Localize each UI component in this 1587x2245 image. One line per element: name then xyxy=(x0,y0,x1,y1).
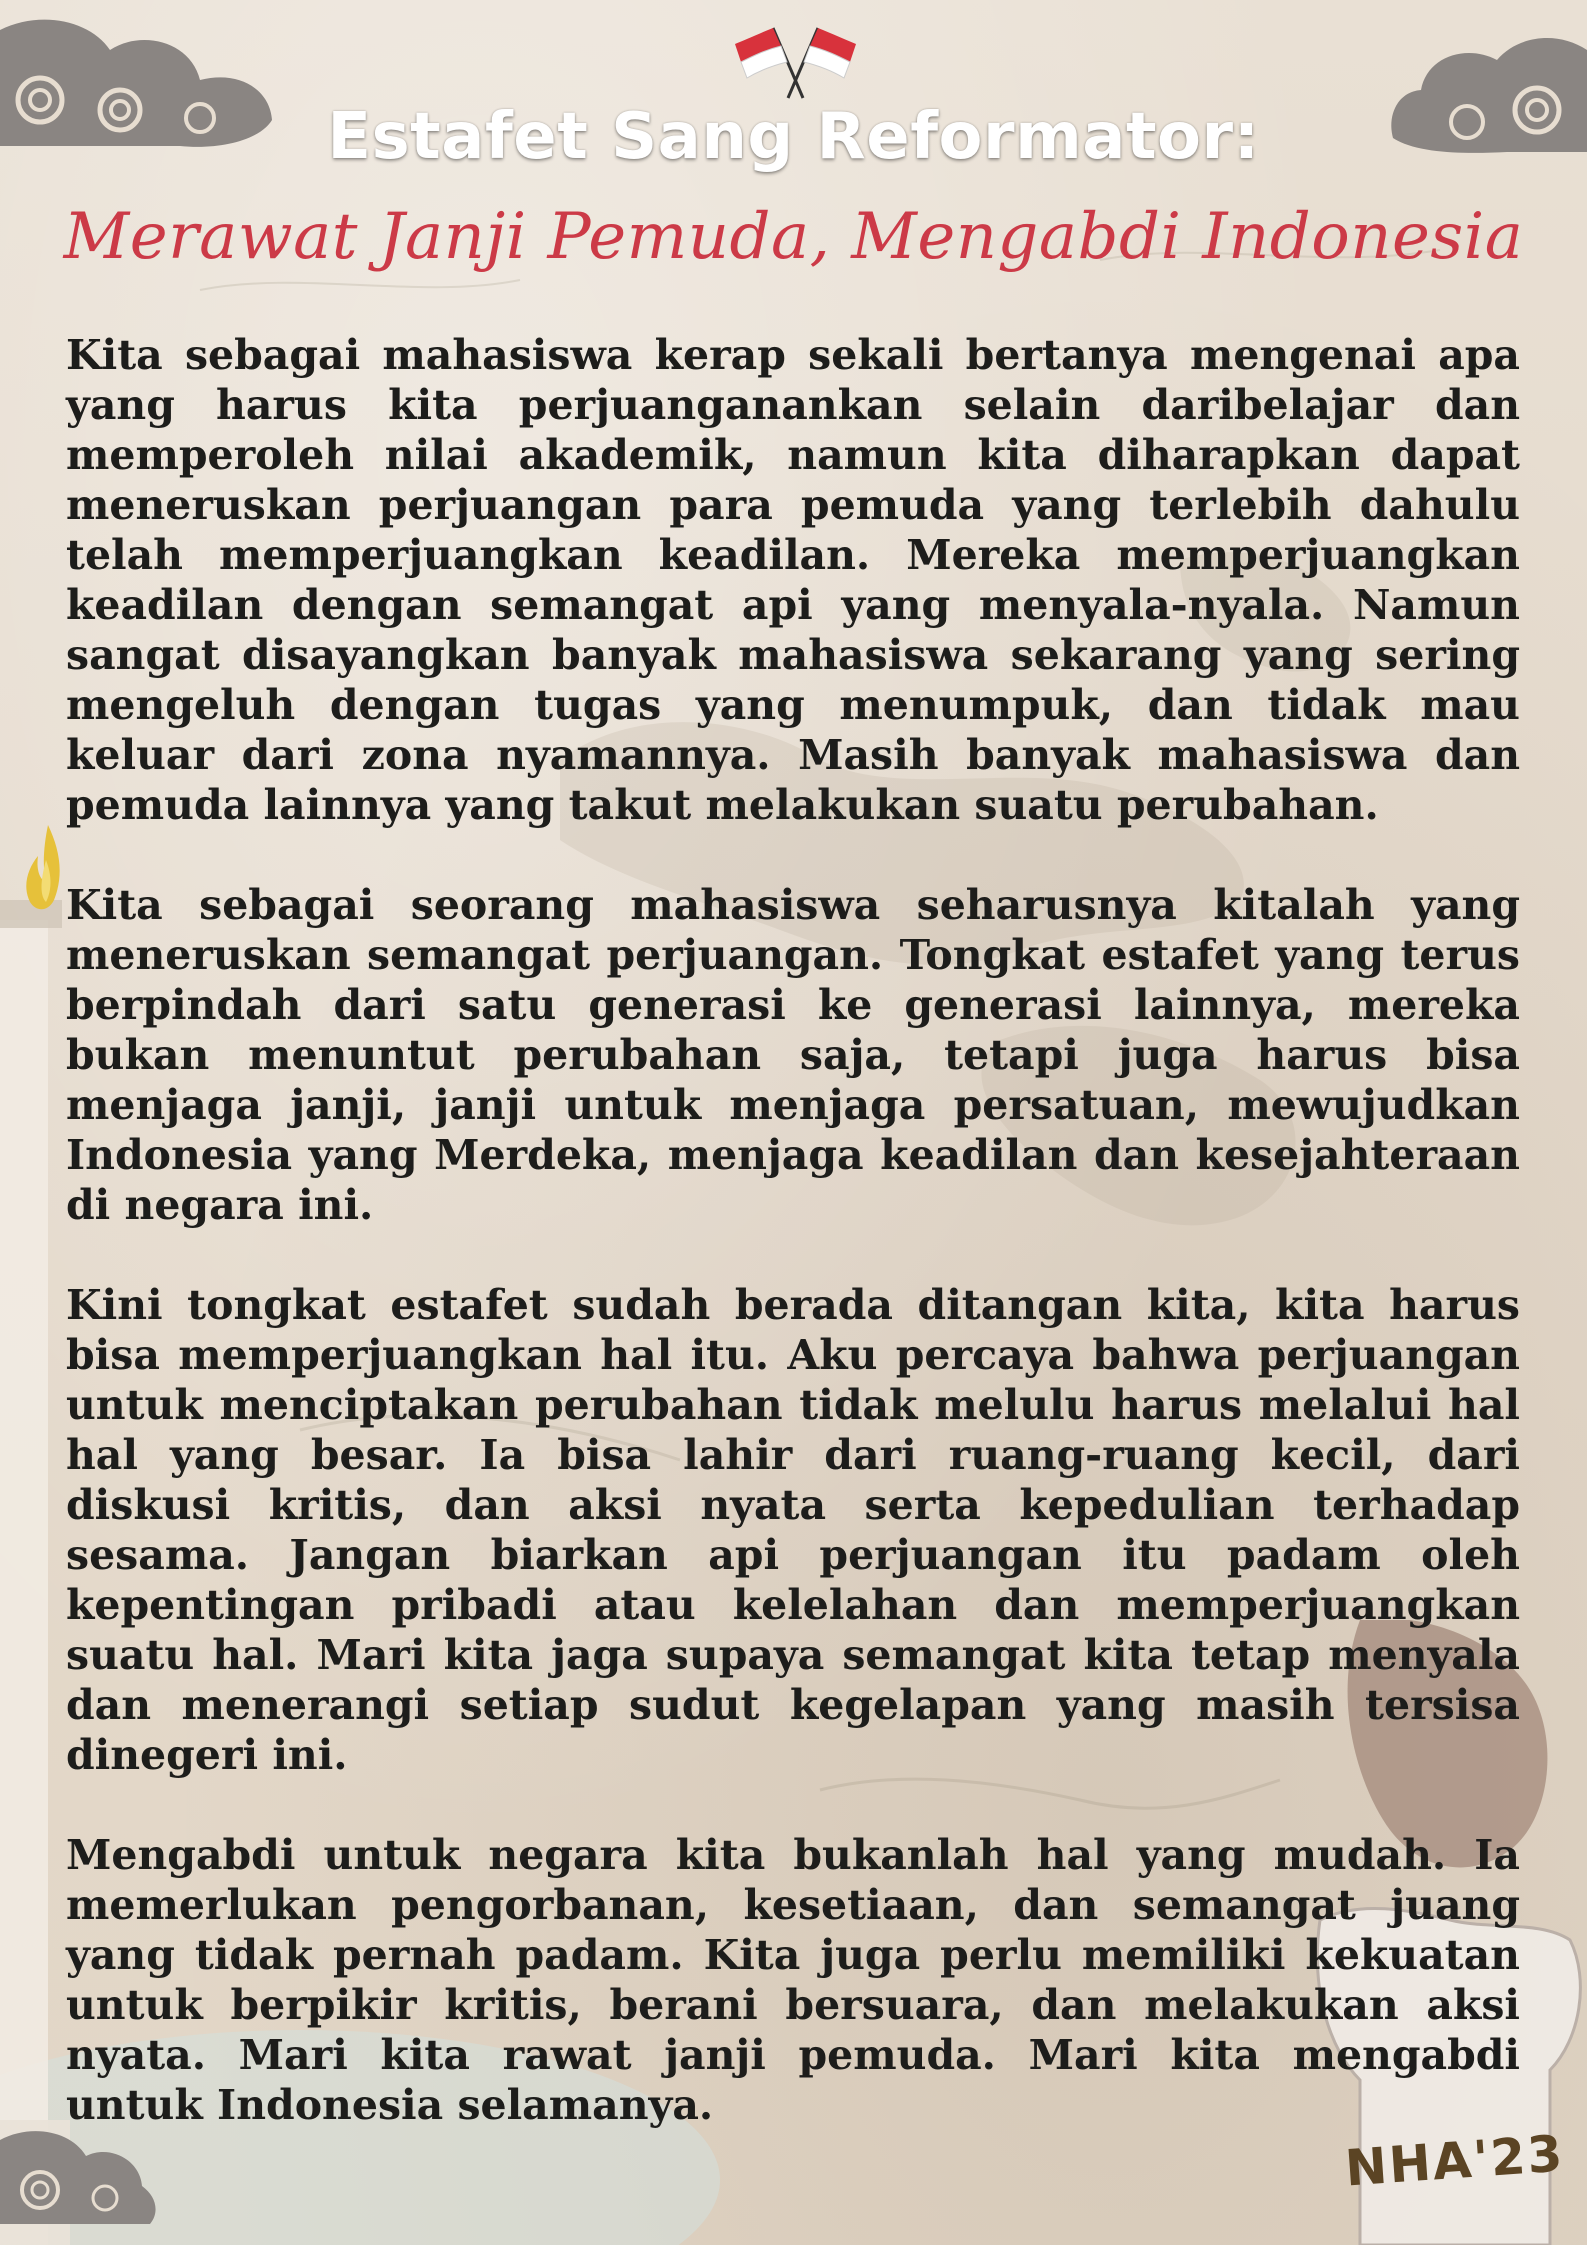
page-title: Estafet Sang Reformator: xyxy=(327,100,1260,174)
paragraph: Kini tongkat estafet sudah berada ditangan kita, kita harus bisa memperjuangkan hal itu. Aku percaya bahwa perjuangan untuk menciptakan perubahan tidak melulu harus melalui hal hal yang besar. Ia bisa lahir dari ruang-ruang kecil, dari diskusi kritis, dan aksi nyata serta kepedulian terhadap sesama. Jangan biarkan api perjuangan itu padam oleh kepentingan pribadi atau kelelahan dan memperjuangkan suatu hal. Mari kita jaga supaya semangat kita tetap menyala dan menerangi setiap sudut kegelapan yang masih tersisa dinegeri ini. xyxy=(66,1281,1520,1779)
page-subtitle: Merawat Janji Pemuda, Mengabdi Indonesia xyxy=(63,200,1524,274)
torch-flame-icon xyxy=(18,820,68,920)
paragraph: Mengabdi untuk negara kita bukanlah hal yang mudah. Ia memerlukan pengorbanan, kesetiaan, dan semangat juang yang tidak pernah padam. Kita juga perlu memiliki kekuatan untuk berpikir kritis, berani bersuara, dan melakukan aksi nyata. Mari kita rawat janji pemuda. Mari kita mengabdi untuk Indonesia selamanya. xyxy=(66,1831,1520,2129)
paragraph: Kita sebagai mahasiswa kerap sekali bertanya mengenai apa yang harus kita perjuanganankan selain daribelajar dan memperoleh nilai akademik, namun kita diharapkan dapat meneruskan perjuangan para pemuda yang terlebih dahulu telah memperjuangkan keadilan. Mereka memperjuangkan keadilan dengan semangat api yang menyala-nyala. Namun sangat disayangkan banyak mahasiswa sekarang yang sering mengeluh dengan tugas yang menumpuk, dan tidak mau keluar dari zona nyamannya. Masih banyak mahasiswa dan pemuda lainnya yang takut melakukan suatu perubahan. xyxy=(66,331,1520,829)
author-signature: NHA'23 xyxy=(1343,2124,1567,2198)
crossed-indonesian-flags-icon xyxy=(733,22,858,102)
monument-illustration xyxy=(0,880,70,2245)
article-body xyxy=(66,330,1520,2130)
paragraph: Kita sebagai seorang mahasiswa seharusnya kitalah yang meneruskan semangat perjuangan. Tongkat estafet yang terus berpindah dari satu generasi ke generasi lainnya, mereka bukan menuntut perubahan saja, tetapi juga harus bisa menjaga janji, janji untuk menjaga persatuan, mewujudkan Indonesia yang Merdeka, menjaga keadilan dan kesejahteraan di negara ini. xyxy=(66,881,1520,1229)
batik-cloud-icon xyxy=(0,2120,160,2240)
